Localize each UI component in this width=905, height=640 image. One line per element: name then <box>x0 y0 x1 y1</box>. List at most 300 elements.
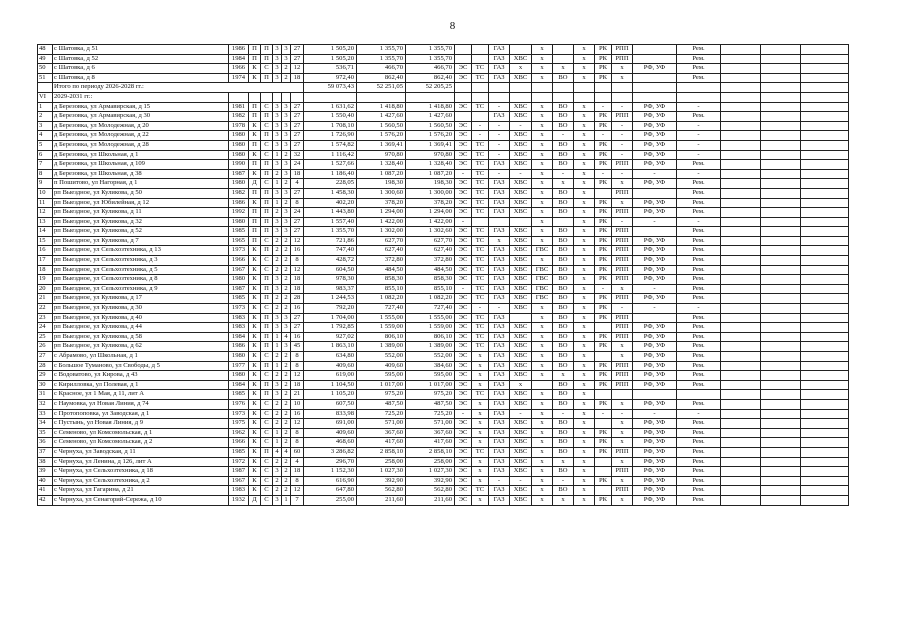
table-cell <box>455 112 472 122</box>
table-cell: - <box>677 169 721 179</box>
table-cell: х <box>532 352 553 362</box>
table-cell <box>721 438 761 448</box>
table-cell <box>801 64 849 74</box>
table-cell: х <box>532 390 553 400</box>
table-cell: ХВС <box>510 188 532 198</box>
table-cell: ТС <box>472 140 489 150</box>
table-cell: П <box>261 284 273 294</box>
table-cell: - <box>553 131 574 141</box>
table-cell: К <box>249 457 261 467</box>
table-cell: 8 <box>291 352 304 362</box>
table-cell: ТС <box>472 265 489 275</box>
table-cell: 1980 <box>229 131 249 141</box>
table-cell: РПП <box>612 256 633 266</box>
table-cell <box>595 352 612 362</box>
table-cell <box>721 83 761 93</box>
table-cell: х <box>574 45 595 55</box>
table-row <box>38 419 849 429</box>
table-cell: С <box>261 371 273 381</box>
table-cell: Рем. <box>677 179 721 189</box>
table-cell: Рем. <box>677 208 721 218</box>
table-cell <box>801 112 849 122</box>
table-cell <box>721 294 761 304</box>
table-cell: х <box>574 486 595 496</box>
table-cell: 8 <box>291 198 304 208</box>
table-cell: ЭС <box>455 486 472 496</box>
table-row <box>38 380 849 390</box>
table-cell: 627,40 <box>406 246 455 256</box>
table-cell: ХВС <box>510 265 532 275</box>
table-cell: ВО <box>553 352 574 362</box>
table-cell: 3 <box>273 313 282 323</box>
table-cell: РК <box>595 265 612 275</box>
table-cell: РФ, УФ <box>633 419 677 429</box>
table-cell: ВО <box>553 236 574 246</box>
section-number: VI <box>38 92 53 102</box>
table-cell: 12 <box>291 419 304 429</box>
table-row <box>38 457 849 467</box>
table-cell: ЭС <box>455 419 472 429</box>
table-cell: РК <box>595 275 612 285</box>
table-cell: 42 <box>38 495 53 505</box>
table-cell <box>761 323 801 333</box>
table-cell <box>761 409 801 419</box>
table-cell: ВО <box>553 112 574 122</box>
table-cell: - <box>612 150 633 160</box>
table-cell: ВО <box>553 275 574 285</box>
table-cell: П <box>261 45 273 55</box>
table-cell: С <box>261 140 273 150</box>
table-cell: х <box>489 236 510 246</box>
table-cell: 12 <box>291 371 304 381</box>
table-cell: х <box>574 352 595 362</box>
table-cell: 27 <box>291 323 304 333</box>
table-cell: РК <box>595 313 612 323</box>
table-cell: ЭС <box>455 313 472 323</box>
table-row <box>38 131 849 141</box>
table-cell: ГАЗ <box>489 323 510 333</box>
table-cell: 378,20 <box>357 198 406 208</box>
table-cell <box>721 121 761 131</box>
table-cell: К <box>249 150 261 160</box>
table-cell: 970,80 <box>357 150 406 160</box>
table-cell <box>721 198 761 208</box>
table-cell <box>721 495 761 505</box>
table-cell <box>801 217 849 227</box>
table-cell: 392,90 <box>357 476 406 486</box>
table-cell: ХВС <box>510 246 532 256</box>
table-cell: 858,30 <box>357 275 406 285</box>
table-cell <box>721 390 761 400</box>
table-cell: 8 <box>291 438 304 448</box>
table-cell: ВО <box>553 265 574 275</box>
table-cell: Рем. <box>677 486 721 496</box>
table-cell: Рем. <box>677 467 721 477</box>
table-row <box>38 361 849 371</box>
table-cell: 3 <box>273 160 282 170</box>
table-cell: ГАЗ <box>489 160 510 170</box>
table-cell: 2 <box>273 169 282 179</box>
table-cell: - <box>455 409 472 419</box>
address-cell: с Шатовка, д 51 <box>53 45 229 55</box>
table-cell: 725,20 <box>357 409 406 419</box>
table-cell: 30 <box>38 380 53 390</box>
table-cell <box>761 112 801 122</box>
table-cell: РПП <box>612 265 633 275</box>
table-cell: ВО <box>553 208 574 218</box>
table-cell: 1 300,00 <box>406 188 455 198</box>
table-cell: ГАЗ <box>489 179 510 189</box>
table-cell <box>304 92 357 102</box>
table-cell: 16 <box>291 246 304 256</box>
table-cell: РПП <box>612 323 633 333</box>
table-cell: 833,98 <box>304 409 357 419</box>
table-cell <box>595 323 612 333</box>
table-cell: РФ, УФ <box>633 102 677 112</box>
table-cell: 571,00 <box>357 419 406 429</box>
table-row <box>38 371 849 381</box>
table-cell <box>721 73 761 83</box>
table-cell: ГАЗ <box>489 438 510 448</box>
table-row <box>38 323 849 333</box>
table-cell <box>510 83 532 93</box>
table-cell: 1984 <box>229 380 249 390</box>
table-cell: 198,30 <box>406 179 455 189</box>
table-cell <box>721 467 761 477</box>
address-cell: с Шатовка, д 8 <box>53 73 229 83</box>
table-cell: РПП <box>612 236 633 246</box>
table-cell: 3 <box>38 121 53 131</box>
table-cell: П <box>261 380 273 390</box>
table-cell: РК <box>595 246 612 256</box>
table-cell: 1 186,40 <box>304 169 357 179</box>
table-cell: 198,30 <box>357 179 406 189</box>
table-cell: 1980 <box>229 140 249 150</box>
table-cell <box>761 45 801 55</box>
table-cell: 562,80 <box>357 486 406 496</box>
table-cell: К <box>249 198 261 208</box>
table-cell: РФ, УФ <box>633 131 677 141</box>
table-cell: ЭС <box>455 361 472 371</box>
table-cell: 1 302,00 <box>357 227 406 237</box>
table-cell: П <box>249 236 261 246</box>
table-cell: 23 <box>38 313 53 323</box>
table-cell: 2 <box>273 352 282 362</box>
table-cell: Д <box>249 179 261 189</box>
table-cell: С <box>261 467 273 477</box>
table-cell: х <box>472 467 489 477</box>
table-cell: 49 <box>38 54 53 64</box>
table-cell <box>455 54 472 64</box>
table-cell: ЭС <box>455 256 472 266</box>
table-cell <box>721 399 761 409</box>
table-cell: х <box>574 188 595 198</box>
address-cell: рп Выездное, ул Куликова, д 52 <box>53 227 229 237</box>
table-cell <box>801 275 849 285</box>
table-cell: ЭС <box>455 390 472 400</box>
table-cell: РК <box>595 332 612 342</box>
address-cell: с Протопоповка, ул Заводская, д 1 <box>53 409 229 419</box>
table-cell <box>761 198 801 208</box>
table-cell: Рем. <box>677 64 721 74</box>
table-cell: 378,20 <box>406 198 455 208</box>
table-cell <box>721 217 761 227</box>
table-cell: - <box>633 217 677 227</box>
table-cell: РФ, УФ <box>633 371 677 381</box>
table-cell: 1 527,66 <box>304 160 357 170</box>
table-cell: ЭС <box>455 332 472 342</box>
table-cell: х <box>532 304 553 314</box>
table-cell: х <box>574 284 595 294</box>
table-cell: К <box>249 361 261 371</box>
table-cell: ХВС <box>510 102 532 112</box>
address-cell: д Березовка, ул Молодежная, д 22 <box>53 131 229 141</box>
table-cell: 1 574,82 <box>304 140 357 150</box>
table-cell <box>721 179 761 189</box>
table-cell: ТС <box>472 342 489 352</box>
table-cell <box>229 92 249 102</box>
table-cell: К <box>249 275 261 285</box>
address-cell: с Шатовка, д 52 <box>53 54 229 64</box>
table-cell: - <box>612 102 633 112</box>
table-cell: 1980 <box>229 275 249 285</box>
table-cell: 3 <box>282 208 291 218</box>
table-cell: ВО <box>553 342 574 352</box>
table-cell: 806,10 <box>357 332 406 342</box>
table-cell: 1 708,10 <box>304 121 357 131</box>
table-cell: - <box>553 409 574 419</box>
table-cell: П <box>249 112 261 122</box>
table-cell: К <box>249 169 261 179</box>
table-cell: П <box>261 208 273 218</box>
address-cell: рп Выездное, ул Куликова, д 50 <box>53 188 229 198</box>
table-cell: К <box>249 313 261 323</box>
table-cell: 619,00 <box>304 371 357 381</box>
table-cell: 2 858,10 <box>406 447 455 457</box>
table-cell: ВО <box>553 73 574 83</box>
table-cell: 367,60 <box>357 428 406 438</box>
table-cell: ВО <box>553 486 574 496</box>
table-cell: РК <box>595 380 612 390</box>
table-cell: ЭС <box>455 131 472 141</box>
table-cell: ТС <box>472 284 489 294</box>
table-cell: х <box>612 179 633 189</box>
table-cell: К <box>249 246 261 256</box>
table-cell: - <box>472 304 489 314</box>
table-cell: 1 557,40 <box>304 217 357 227</box>
table-cell: 211,60 <box>406 495 455 505</box>
table-cell: 3 <box>273 495 282 505</box>
table-cell: РФ, УФ <box>633 198 677 208</box>
table-cell: ХВС <box>510 198 532 208</box>
table-cell: К <box>249 438 261 448</box>
total-label: Итого по периоду 2026-2028 гг.: <box>53 83 304 93</box>
table-cell <box>595 457 612 467</box>
table-cell: С <box>261 419 273 429</box>
table-cell: Рем. <box>677 54 721 64</box>
table-cell <box>761 179 801 189</box>
table-cell: 1 427,60 <box>357 112 406 122</box>
table-cell: ХВС <box>510 284 532 294</box>
table-cell: 1 355,70 <box>304 227 357 237</box>
table-row <box>38 284 849 294</box>
table-cell: - <box>455 169 472 179</box>
table-cell <box>801 188 849 198</box>
table-cell <box>721 227 761 237</box>
table-cell <box>761 236 801 246</box>
table-row <box>38 428 849 438</box>
table-cell <box>633 54 677 64</box>
table-cell <box>595 467 612 477</box>
table-cell: х <box>574 198 595 208</box>
table-cell: 1 017,00 <box>406 380 455 390</box>
table-cell: х <box>612 476 633 486</box>
table-cell: 33 <box>38 409 53 419</box>
table-cell: ТС <box>472 227 489 237</box>
table-cell: 2 <box>282 246 291 256</box>
table-cell: х <box>574 169 595 179</box>
table-cell: ГВС <box>532 275 553 285</box>
total-value: 59 073,43 <box>304 83 357 93</box>
table-cell: 1 792,85 <box>304 323 357 333</box>
table-cell: ТС <box>472 246 489 256</box>
table-cell: 552,00 <box>406 352 455 362</box>
table-cell: 1 <box>273 361 282 371</box>
address-cell: с Наумовка, ул Новая Линия, д 74 <box>53 399 229 409</box>
table-cell: 7 <box>38 160 53 170</box>
table-cell: х <box>472 399 489 409</box>
table-cell: ТС <box>472 486 489 496</box>
table-cell: 1982 <box>229 112 249 122</box>
table-cell <box>472 92 489 102</box>
table-cell <box>553 83 574 93</box>
table-cell: К <box>249 323 261 333</box>
table-cell: 1 422,00 <box>357 217 406 227</box>
table-cell: 12 <box>291 265 304 275</box>
table-cell <box>801 150 849 160</box>
table-cell: х <box>574 256 595 266</box>
table-cell: Рем. <box>677 265 721 275</box>
address-cell: с Большое Туманово, ул Свободы, д 5 <box>53 361 229 371</box>
table-cell: ТС <box>472 198 489 208</box>
table-cell: - <box>472 121 489 131</box>
table-cell <box>532 380 553 390</box>
table-cell: 3 <box>273 467 282 477</box>
table-cell: 228,05 <box>304 179 357 189</box>
table-cell: П <box>261 227 273 237</box>
table-cell: х <box>472 361 489 371</box>
table-cell: 16 <box>291 409 304 419</box>
table-cell: К <box>249 265 261 275</box>
table-cell: ХВС <box>510 112 532 122</box>
table-cell <box>721 380 761 390</box>
table-cell: С <box>261 236 273 246</box>
table-cell: 26 <box>38 342 53 352</box>
table-cell: Рем. <box>677 246 721 256</box>
table-cell: 2 <box>273 246 282 256</box>
table-cell: 15 <box>38 236 53 246</box>
table-cell: х <box>574 73 595 83</box>
table-cell <box>633 92 677 102</box>
table-cell: ГАЗ <box>489 352 510 362</box>
table-cell: ВО <box>553 140 574 150</box>
table-cell: 1962 <box>229 428 249 438</box>
table-cell: Рем. <box>677 399 721 409</box>
table-cell <box>721 476 761 486</box>
table-cell: - <box>677 150 721 160</box>
table-cell <box>761 246 801 256</box>
table-cell: - <box>677 217 721 227</box>
table-cell: ТС <box>472 179 489 189</box>
table-cell: ЭС <box>455 495 472 505</box>
table-cell <box>801 371 849 381</box>
table-cell: х <box>472 476 489 486</box>
table-cell: х <box>532 102 553 112</box>
table-cell: РПП <box>612 294 633 304</box>
table-cell <box>801 428 849 438</box>
table-cell: х <box>532 217 553 227</box>
table-cell <box>721 313 761 323</box>
table-cell <box>801 476 849 486</box>
table-cell: х <box>574 409 595 419</box>
table-cell: РФ, УФ <box>633 428 677 438</box>
table-cell: ЭС <box>455 438 472 448</box>
table-cell <box>801 227 849 237</box>
table-cell: 27 <box>291 313 304 323</box>
table-cell: ХВС <box>510 438 532 448</box>
table-cell: 11 <box>38 198 53 208</box>
table-cell: РК <box>595 217 612 227</box>
table-cell: 607,50 <box>304 399 357 409</box>
address-cell: рп Выездное, ул Куликова, д 58 <box>53 332 229 342</box>
table-cell: П <box>249 208 261 218</box>
table-cell: РФ, УФ <box>633 342 677 352</box>
table-cell: ГАЗ <box>489 390 510 400</box>
table-cell <box>721 102 761 112</box>
table-cell: Рем. <box>677 160 721 170</box>
table-cell <box>801 256 849 266</box>
table-cell: 2 <box>282 179 291 189</box>
table-cell: С <box>261 64 273 74</box>
table-cell: х <box>532 64 553 74</box>
table-cell: РФ, УФ <box>633 294 677 304</box>
table-cell: ВО <box>553 188 574 198</box>
table-cell <box>532 92 553 102</box>
table-cell <box>249 92 261 102</box>
table-cell <box>553 217 574 227</box>
table-cell: 1985 <box>229 294 249 304</box>
table-cell: 1972 <box>229 457 249 467</box>
table-cell: Рем. <box>677 275 721 285</box>
table-cell: 1976 <box>229 399 249 409</box>
table-cell: 3 <box>282 342 291 352</box>
table-cell: ХВС <box>510 371 532 381</box>
table-cell: х <box>574 112 595 122</box>
table-cell: 2 <box>282 467 291 477</box>
table-cell: х <box>574 160 595 170</box>
table-cell: 3 <box>273 121 282 131</box>
table-cell: 2 <box>282 304 291 314</box>
table-cell: Д <box>249 495 261 505</box>
table-cell: 40 <box>38 476 53 486</box>
table-cell <box>721 246 761 256</box>
table-cell: П <box>261 246 273 256</box>
table-cell <box>472 83 489 93</box>
table-cell <box>510 217 532 227</box>
table-cell: 24 <box>38 323 53 333</box>
table-cell: П <box>261 188 273 198</box>
table-cell: 27 <box>291 131 304 141</box>
